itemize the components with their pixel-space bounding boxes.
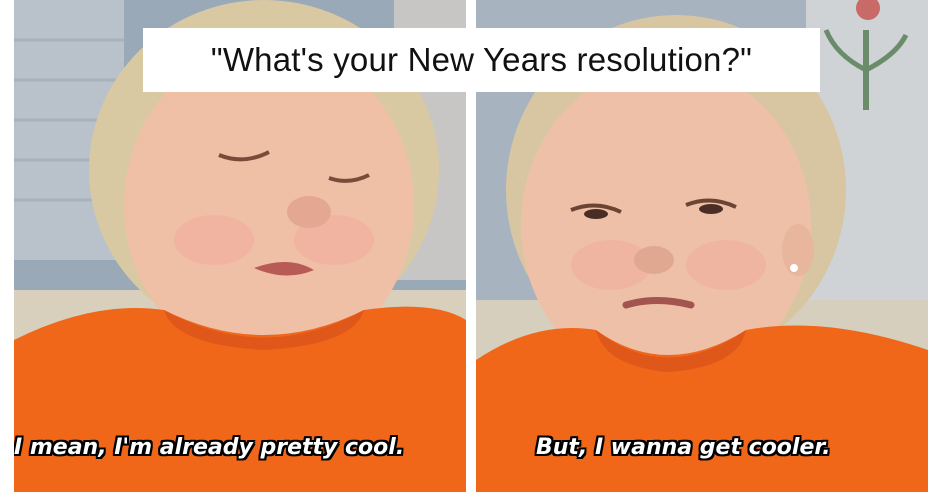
right-subtitle: But, I wanna get cooler. [536, 435, 831, 460]
left-subtitle: I mean, I'm already pretty cool. [14, 435, 405, 460]
caption-text: "What's your New Years resolution?" [210, 41, 753, 78]
caption-box [143, 28, 820, 92]
